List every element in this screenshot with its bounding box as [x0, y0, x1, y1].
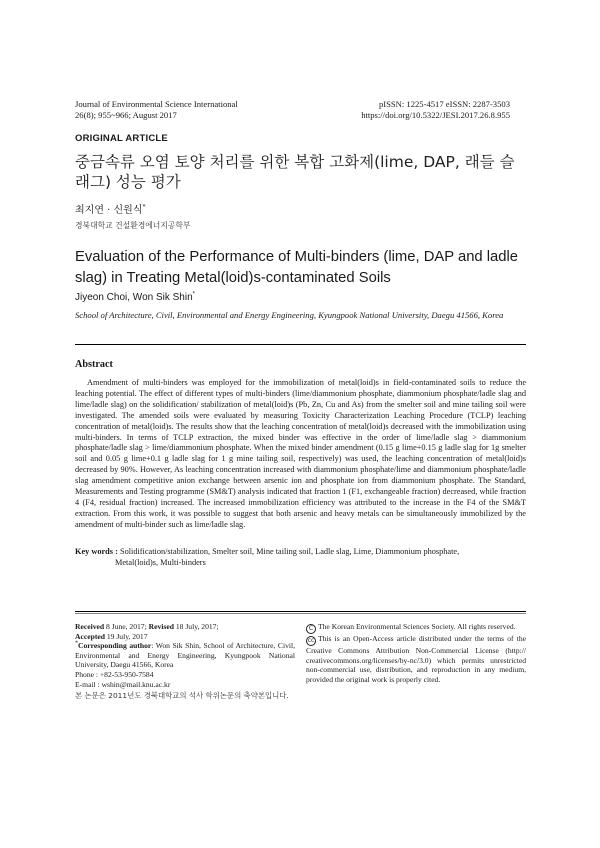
journal-header-right: [270, 99, 510, 121]
accepted-line: [75, 632, 295, 642]
corr-text: : Won Sik Shin, School of Architecture, Civil, Environmental and Energy Engineering, Kyungpook National University, Daegu 41566, Korea: [75, 641, 295, 670]
copyright-icon: C: [306, 624, 316, 634]
korean-affiliation: 경북대학교 건설환경에너지공학부: [75, 221, 191, 230]
english-author-mark: *: [192, 291, 195, 298]
keywords-line2: Metal(loid)s, Multi-binders: [115, 558, 206, 567]
issn: pISSN: 1225-4517 eISSN: 2287-3503: [378, 99, 510, 109]
corr-label: Corresponding author: [78, 641, 152, 651]
accepted-date: 19 July, 2017: [104, 631, 148, 641]
abstract-heading: Abstract: [75, 359, 113, 370]
doi-link[interactable]: https://doi.org/10.5322/JESI.2017.26.8.955: [361, 110, 510, 120]
creative-commons-icon: cc: [307, 637, 315, 644]
divider-footnote-double: [75, 613, 526, 614]
journal-header-left: [75, 99, 295, 121]
divider-footnote: [75, 611, 526, 612]
korean-author-mark: *: [142, 203, 146, 211]
corresponding-author: [75, 641, 295, 670]
journal-issue: 26(8); 955~966; August 2017: [75, 110, 177, 120]
keywords-label: Key words :: [75, 547, 118, 556]
journal-name: Journal of Environmental Science International: [75, 99, 238, 109]
thesis-note: 본 논문은 2011년도 경북대학교의 석사 학위논문의 축약본입니다.: [75, 691, 289, 700]
revised-label: Revised: [148, 622, 174, 631]
divider-top: [75, 344, 526, 345]
email[interactable]: E-mail : wshin@mail.knu.ac.kr: [75, 679, 171, 689]
corr-mark: *: [75, 640, 78, 647]
english-authors: [75, 292, 195, 303]
english-title: Evaluation of the Performance of Multi-binders (lime, DAP and ladle slag) in Treating Metal(loid)s-contaminated Soils: [75, 249, 519, 286]
license-text: This is an Open-Access article distributed under the terms of the Creative Commons Attribution Non-Commercial License (http:// creativecommons.org/licenses/by-nc/3.0) which permits unrestricted non-commercial use, distribution, and reproduction in any medium, provided the original work is properly cited.: [306, 634, 526, 684]
korean-title: 중금속류 오염 토양 처리를 위한 복합 고화제(lime, DAP, 래들 슬래그) 성능 평가: [75, 153, 515, 191]
korean-authors: [75, 201, 146, 216]
accepted-label: Accepted: [75, 631, 105, 641]
received-label: Received: [75, 622, 105, 631]
license-line: [306, 634, 526, 684]
korean-author-names: 최지연 · 신원식: [75, 205, 143, 216]
copyright-text: The Korean Environmental Sciences Society. All rights reserved.: [318, 622, 516, 631]
dates-line: [75, 622, 295, 632]
english-author-names: Jiyeon Choi, Won Sik Shin: [75, 292, 193, 303]
keywords: [75, 546, 526, 568]
footnote-left: [75, 622, 295, 689]
footnote-right: [306, 622, 526, 684]
phone: Phone : +82-53-950-7584: [75, 669, 154, 679]
received-date: 8 June, 2017;: [104, 622, 149, 631]
abstract-body: Amendment of multi-binders was employed for the immobilization of metal(loid)s in field-contaminated soils to reduce the leaching potential. The effect of different types of multi-binders (lime/diammonium phosphate, diammonium phosphate/ladle slag and lime/ladle slag) on the solidification/ stabilization of metal(loid)s (Pb, Zn, Cu and As) from the smelter soil and mine tailing soil were investigated. The amended soils were evaluated by measuring Toxicity Characterization Leaching Procedure (TCLP) leaching concentration of metal(loid)s. The results show that the leaching concentration of metal(loid)s decreased with the immobilization using multi-binders. In terms of TCLP extraction, the mixed binder was effective in the order of lime/ladle slag > diammonium phosphate/ladle slag > lime/diammonium phosphate. When the mixed binder amendment (0.15 g lime+0.15 g ladle slag for 1g smelter soil and 0.05 g lime+0.1 g ladle slag for 1 g mine tailing soil, respectively) was used, the leaching concentration of metal(loid)s decreased by 90%. However, As leaching concentration increased with diammonium phosphate/lime and diammonium phosphate/ladle slag amendment competitive anion exchange between arsenic ion and phosphate ion from diammonium phosphate. The Standard, Measurements and Testing programme (SM&T) analysis indicated that fraction 1 (F1, exchangeable fraction) decreased, while fraction 4 (F4, residual fraction) increased. The increased immobilization efficiency was attributed to the increase in the F4 of the SM&T extraction. From this work, it was possible to suggest that both arsenic and heavy metals can be simultaneously immobilized by the amendment of multi-binder such as lime/ladle slag.: [75, 378, 526, 529]
english-affiliation: School of Architecture, Civil, Environmental and Energy Engineering, Kyungpook National University, Daegu 41566, Korea: [75, 310, 504, 320]
revised-date: 18 July, 2017;: [173, 622, 219, 631]
copyright-line: [306, 622, 526, 634]
section-tag: ORIGINAL ARTICLE: [75, 133, 168, 144]
keywords-line1: Solidification/stabilization, Smelter soil, Mine tailing soil, Ladle slag, Lime, Diammonium phosphate,: [119, 547, 460, 556]
